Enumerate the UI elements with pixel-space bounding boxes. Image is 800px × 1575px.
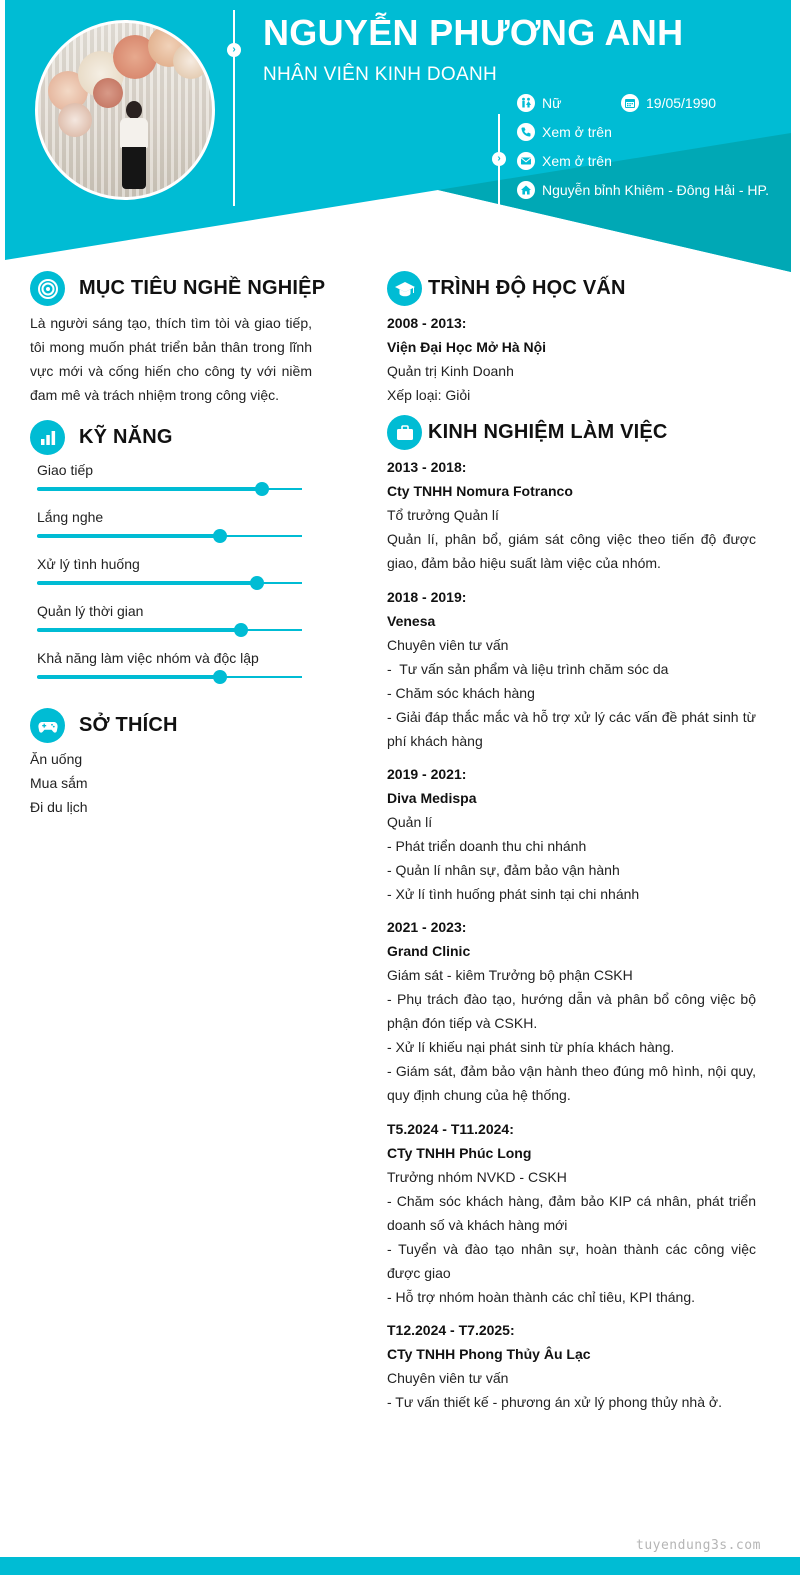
job-detail: - Tuyển và đào tạo nhân sự, hoàn thành các công việc được giao: [387, 1241, 756, 1281]
job-detail: - Chăm sóc khách hàng, đảm bảo KIP cá nhân, phát triển doanh số và khách hàng mới: [387, 1193, 756, 1233]
footer-watermark: tuyendung3s.com: [636, 1538, 761, 1553]
job-detail: - Giám sát, đảm bảo vận hành theo đúng mô hình, nội quy, quy định chung của hệ thống.: [387, 1063, 756, 1103]
job-role: Tổ trưởng Quản lí: [387, 507, 499, 523]
calendar-icon: [621, 94, 639, 112]
objective-heading: [30, 271, 325, 306]
education-heading: [387, 271, 757, 306]
job-company: Cty TNHH Nomura Fotranco: [387, 483, 573, 499]
skill-level-fill: [37, 581, 257, 585]
skill-level-knob: [213, 670, 227, 684]
job-period: 2018 - 2019:: [387, 589, 467, 605]
job-company: CTy TNHH Phong Thủy Âu Lạc: [387, 1346, 591, 1362]
bar-chart-icon: [30, 420, 65, 455]
job-role: Chuyên viên tư vấn: [387, 637, 509, 653]
candidate-name: NGUYỄN PHƯƠNG ANH: [263, 12, 684, 53]
skill-label: Lắng nghe: [37, 509, 104, 525]
skill-label: Xử lý tình huống: [37, 556, 140, 572]
education-grade: Xếp loại: Giỏi: [387, 387, 471, 403]
birthday-value: 19/05/1990: [646, 95, 717, 111]
header-banner: [5, 0, 791, 272]
education-school: Viện Đại Học Mở Hà Nội: [387, 339, 547, 355]
job-role: Trưởng nhóm NVKD - CSKH: [387, 1169, 567, 1185]
skill-level-fill: [37, 487, 262, 491]
education-major: Quản trị Kinh Doanh: [387, 363, 514, 379]
header-divider: [233, 10, 235, 206]
education-period: 2008 - 2013:: [387, 315, 467, 331]
phone-icon: [517, 123, 535, 141]
job-detail: - Hỗ trợ nhóm hoàn thành các chỉ tiêu, KPI tháng.: [387, 1289, 696, 1305]
skill-level-fill: [37, 628, 241, 632]
objective-text: Là người sáng tạo, thích tìm tòi và giao tiếp, tôi mong muốn phát triển bản thân trong lĩnh vực mới và cống hiến cho công ty với niềm đam mê và trách nhiệm trong công việc.: [30, 315, 312, 403]
objective-title: MỤC TIÊU NGHỀ NGHIỆP: [79, 277, 326, 299]
info-address: [517, 181, 769, 199]
info-email: [517, 152, 612, 170]
job-period: T5.2024 - T11.2024:: [387, 1121, 514, 1137]
hobbies-title: SỞ THÍCH: [79, 714, 178, 736]
email-value: Xem ở trên: [542, 153, 612, 169]
target-icon: [30, 271, 65, 306]
job-company: CTy TNHH Phúc Long: [387, 1145, 532, 1161]
skill-item: [37, 509, 302, 549]
job-title: NHÂN VIÊN KINH DOANH: [263, 64, 498, 85]
skill-label: Quản lý thời gian: [37, 603, 144, 619]
hobby-item: Đi du lịch: [30, 799, 88, 815]
skill-label: Giao tiếp: [37, 462, 94, 478]
job-detail: - Phụ trách đào tạo, hướng dẫn và phân bổ công việc bộ phận đón tiếp và CSKH.: [387, 991, 756, 1031]
job-period: 2013 - 2018:: [387, 459, 467, 475]
skills-title: KỸ NĂNG: [79, 426, 173, 448]
job-detail: - Tư vấn thiết kế - phương án xử lý phong thủy nhà ở.: [387, 1394, 722, 1410]
job-detail: - Giải đáp thắc mắc và hỗ trợ xử lý các vấn đề phát sinh từ phí khách hàng: [387, 709, 756, 749]
skill-level-knob: [250, 576, 264, 590]
job-role: Quản lí: [387, 814, 433, 830]
skill-item: [37, 603, 302, 643]
job-detail: Quản lí, phân bổ, giám sát công việc theo tiến độ được giao, đảm bảo hiệu suất làm việc của nhóm.: [387, 531, 756, 571]
chevron-right-icon: ›: [492, 152, 506, 166]
job-detail: - Chăm sóc khách hàng: [387, 685, 535, 701]
skills-heading: [30, 420, 173, 455]
job-company: Venesa: [387, 613, 436, 629]
hobby-item: Mua sắm: [30, 775, 88, 791]
job-company: Diva Medispa: [387, 790, 477, 806]
gender-icon: [517, 94, 535, 112]
job-detail: - Xử lí tình huống phát sinh tại chi nhánh: [387, 886, 640, 902]
job-period: T12.2024 - T7.2025:: [387, 1322, 515, 1338]
job-company: Grand Clinic: [387, 943, 471, 959]
job-detail: - Phát triển doanh thu chi nhánh: [387, 838, 587, 854]
graduation-cap-icon: [387, 271, 422, 306]
skill-level-fill: [37, 534, 220, 538]
info-phone: [517, 123, 612, 141]
footer-bar: [0, 1557, 800, 1575]
job-detail: - Tư vấn sản phẩm và liệu trình chăm sóc da: [387, 661, 669, 677]
job-period: 2021 - 2023:: [387, 919, 467, 935]
experience-heading: [387, 415, 757, 450]
gender-value: Nữ: [542, 95, 562, 111]
skill-level-fill: [37, 675, 220, 679]
skill-item: [37, 462, 302, 502]
info-gender: [517, 94, 561, 112]
phone-value: Xem ở trên: [542, 124, 612, 140]
skill-item: [37, 650, 302, 690]
info-birthday: [621, 94, 716, 112]
chevron-right-icon: ›: [227, 43, 241, 57]
experience-title: KINH NGHIỆM LÀM VIỆC: [428, 421, 668, 443]
email-icon: [517, 152, 535, 170]
job-role: Giám sát - kiêm Trưởng bộ phận CSKH: [387, 967, 633, 983]
hobby-item: Ăn uống: [30, 751, 83, 767]
education-title: TRÌNH ĐỘ HỌC VẤN: [428, 277, 626, 299]
skill-item: [37, 556, 302, 596]
hobbies-heading: [30, 708, 178, 743]
profile-photo: [35, 20, 215, 200]
job-detail: - Xử lí khiếu nại phát sinh từ phía khách hàng.: [387, 1039, 675, 1055]
job-detail: - Quản lí nhân sự, đảm bảo vận hành: [387, 862, 620, 878]
skill-level-knob: [213, 529, 227, 543]
skill-level-knob: [255, 482, 269, 496]
gamepad-icon: [30, 708, 65, 743]
skill-label: Khả năng làm việc nhóm và độc lập: [37, 650, 259, 666]
home-icon: [517, 181, 535, 199]
job-role: Chuyên viên tư vấn: [387, 1370, 509, 1386]
job-period: 2019 - 2021:: [387, 766, 467, 782]
skill-level-knob: [234, 623, 248, 637]
address-value: Nguyễn bỉnh Khiêm - Đông Hải - HP.: [542, 182, 769, 198]
briefcase-icon: [387, 415, 422, 450]
